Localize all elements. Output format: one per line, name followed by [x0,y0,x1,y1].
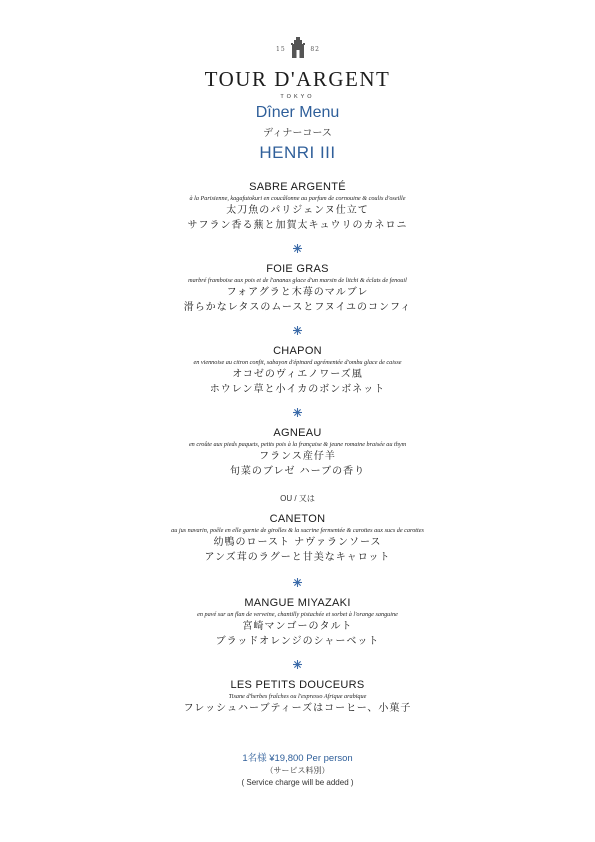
menu-title-jp: ディナーコース [263,128,332,139]
snowflake-separator-icon [293,326,302,335]
dish-name-jp: 幼鴨のロースト ナヴァランソース [213,537,382,548]
dish-garnish-jp: ブラッドオレンジのシャーベット [215,636,380,647]
dish-title: SABRE ARGENTÉ [249,181,346,193]
brand-location: TOKYO [280,94,315,100]
brand-name: TOUR D'ARGENT [204,67,391,91]
dish-item [0,180,595,233]
snowflake-separator-icon [293,578,302,587]
dish-title: AGNEAU [273,427,322,439]
dish-title: CHAPON [273,345,322,357]
dish-description-fr: en croûte aux pieds paquets, petits pois à la française & jeune romaine braisée au thym [188,441,407,448]
dish-name-jp: フレッシュハーブティーズはコーヒー、小菓子 [183,703,412,714]
dish-name-jp: オコゼのヴィエノワーズ風 [232,369,363,380]
dish-item [0,344,595,397]
snowflake-separator-icon [293,660,302,669]
dish-item [0,678,595,716]
crest-year-right: 82 [310,46,320,53]
dish-garnish-jp: ホウレン草と小イカのボンボネット [209,384,386,395]
snowflake-separator-icon [293,408,302,417]
or-separator: OU / 又は [280,494,315,503]
dish-title: LES PETITS DOUCEURS [230,679,365,691]
snowflake-separator-icon [293,244,302,253]
dish-item [0,426,595,479]
price: 1名様 ¥19,800 Per person [242,753,353,764]
dish-title: CANETON [269,513,326,525]
dish-item [0,512,595,565]
dish-description-fr: à la Parisienne, kagafutokuri en coucâlonne au parfum de cornouine & coulis d'oseille [189,195,406,202]
crest-year-left: 15 [276,46,286,53]
dish-garnish-jp: アンズ茸のラグーと甘美なキャロット [204,552,391,563]
dish-item [0,596,595,649]
dish-garnish-jp: 旬菜のブレゼ ハーブの香り [229,466,366,477]
tower-icon [288,36,308,60]
dish-name-jp: フォアグラと木苺のマルブレ [226,287,369,298]
dish-description-fr: marbré framboise aux pois et de l'ananas glace d'un marsin de litchi & éclats de fenouil [188,277,407,284]
dish-name-jp: 太刀魚のパリジェンヌ仕立て [226,205,369,216]
service-charge-en: ( Service charge will be added ) [241,778,354,787]
course-name: HENRI III [259,143,336,162]
service-charge-jp: （サービス料別） [265,766,330,775]
dish-item [0,262,595,315]
dish-description-fr: Tisane d'herbes fraîches ou l'expresso Afrique arabique [228,693,367,700]
dish-name-jp: フランス産仔羊 [259,451,336,462]
dish-title: FOIE GRAS [266,263,329,275]
dish-description-fr: en viennoise au citron confit, sabayon d'épinard agrémentée d'ombu glace de caisse [193,359,402,366]
dish-description-fr: au jus navarin, poêle en elle garnie de girolles & la sucrine fermentée & carottes aux sucs de carottes [171,527,424,534]
crest-logo [276,36,320,62]
dish-name-jp: 宮崎マンゴーのタルト [242,621,353,632]
dish-garnish-jp: 滑らかなレタスのムースとフヌイユのコンフィ [183,302,412,313]
dish-description-fr: en pavé sur un flan de verveine, chantilly pistachée et sorbet à l'orange sanguine [197,611,398,618]
menu-title: Dîner Menu [255,104,340,121]
dish-garnish-jp: サフラン香る蕪と加賀太キュウリのカネロニ [187,220,408,231]
dish-title: MANGUE MIYAZAKI [244,597,351,609]
